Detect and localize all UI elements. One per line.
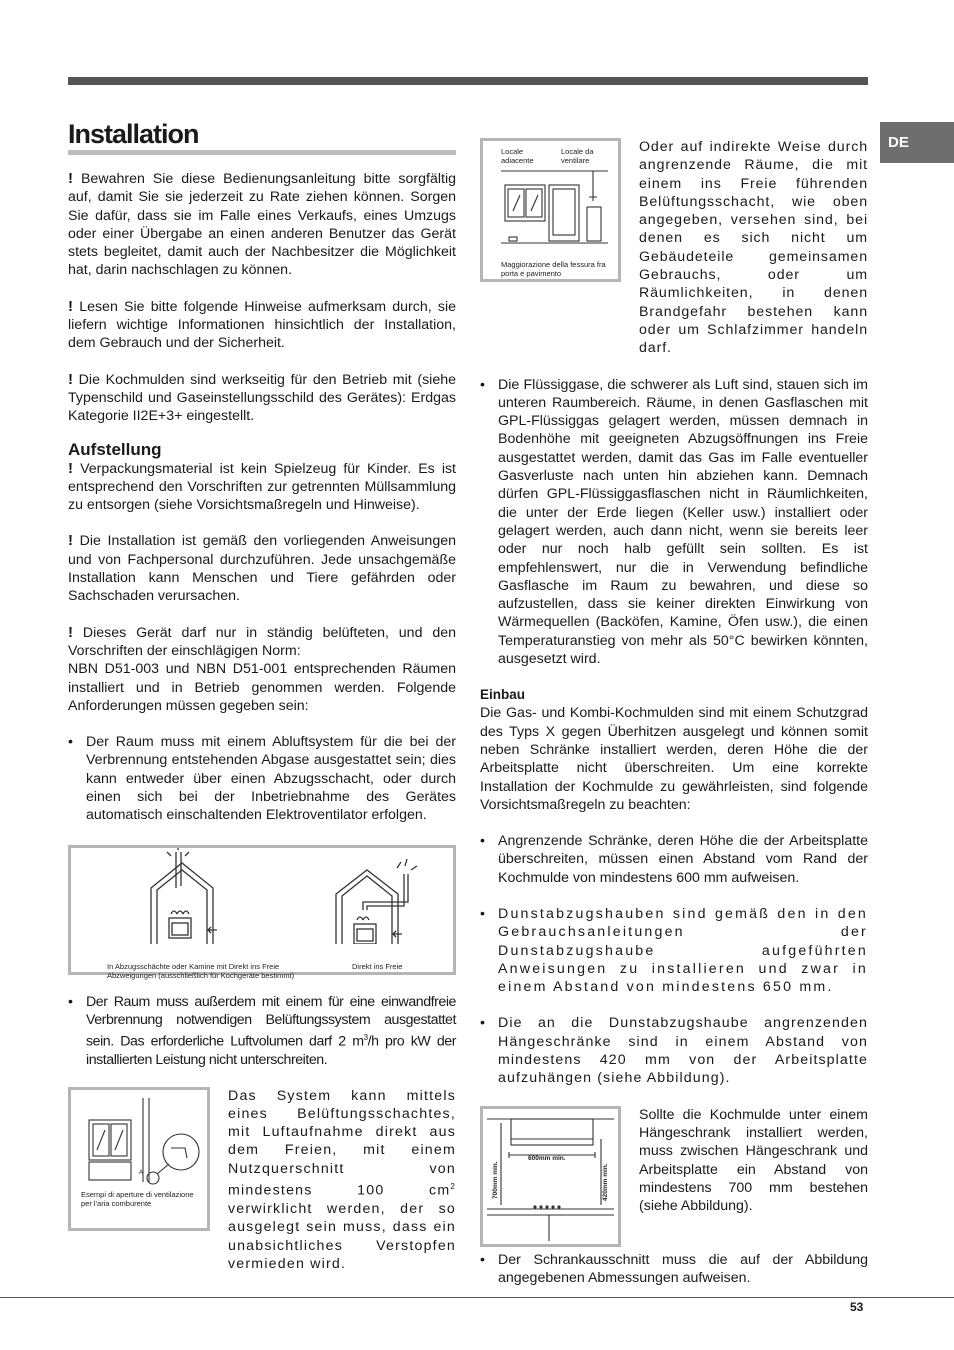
einbau-paragraph: Die Gas- und Kombi-Kochmulden sind mit einem Schutzgrad des Typs X gegen Überhitzen ausgelegt und können somit neben Schränke installiert werden, deren Höhe die der Arbeitsplatte nicht überschreiten. Um eine korrekte Installation der Kochmulde zu gewährleisten, sind folgende Vorsichtsmaßregeln zu beachten:	[480, 705, 868, 813]
list-item	[68, 993, 456, 1070]
dimension-600: 600mm min.	[528, 1154, 566, 1162]
norm-paragraph: NBN D51-003 und NBN D51-001 entsprechenden Räumen installiert und in Betrieb genommen werden. Folgende Anforderungen müssen gegeben sein:	[68, 661, 456, 714]
warning-paragraph-6	[68, 624, 456, 661]
list-item: • Der Schrankausschnitt muss die auf der Abbildung angegebenen Abmessungen aufweisen.	[480, 1251, 868, 1288]
language-tab-label: DE	[888, 134, 909, 151]
warning-text-3: Die Kochmulden sind werkseitig für den Betrieb mit (siehe Typenschild und Gaseinstellungsschild des Gerätes): Erdgas Kategorie II2E+3+ eingestellt.	[68, 371, 456, 425]
door-gap-caption: Maggiorazione della fessura fra porta e pavimento	[501, 260, 606, 278]
ventilation-figure	[68, 1087, 210, 1231]
warning-paragraph-5	[68, 532, 456, 605]
section-heading-aufstellung: Aufstellung	[68, 439, 162, 459]
opening-label-a: A	[139, 1169, 144, 1176]
gas-safety-list	[480, 376, 868, 669]
header-rule	[68, 77, 868, 85]
warning-text-5: Die Installation ist gemäß den vorliegenden Anweisungen und von Fachpersonal durchzuführen. Jede unsachgemäße Installation kann Menschen und Tiere gefährden oder Sachschaden verursachen.	[68, 533, 456, 605]
requirements-list	[68, 733, 456, 824]
cabinet-clearance-figure	[480, 1106, 621, 1247]
warning-paragraph-1	[68, 170, 456, 280]
ventilation-caption: Esempi di aperture di ventilazione per l'aria comburente	[81, 1189, 194, 1208]
footer-rule	[0, 1297, 954, 1298]
dimension-700: 700mm min.	[492, 1161, 499, 1199]
exhaust-caption-left: In Abzugsschächte oder Kamine mit Direkt ins Freie Abzweigungen (ausschließlich für Kochgeräte bestimmt)	[107, 961, 295, 980]
section-heading-einbau: Einbau	[480, 687, 526, 703]
list-item-text-b: /h pro kW der installierten Leistung nicht unterschreiten.	[86, 1033, 456, 1069]
list-item: • Die an die Dunstabzugshaube angrenzenden Hängeschränke sind in einem Abstand von mindestens 420 mm von der Arbeitsplatte aufzuhängen (siehe Abbildung).	[480, 1014, 868, 1087]
page-title: Installation	[68, 118, 456, 155]
cutout-list	[480, 1251, 868, 1288]
ventilation-text-a: Das System kann mittels eines Belüftungsschachtes, mit Luftaufnahme direkt aus dem Freien, mit einem Nutzquerschnitt von mindestens 100 cm	[228, 1087, 456, 1199]
warning-icon: !	[68, 623, 73, 641]
cabinet-paragraph: Sollte die Kochmulde unter einem Hängeschrank installiert werden, muss zwischen Hängeschrank und Arbeitsplatte ein Abstand von mindestens 700 mm bestehen (siehe Abbildung).	[639, 1106, 868, 1215]
indirect-ventilation-section	[480, 138, 868, 358]
adjacent-room-diagram	[483, 163, 618, 263]
warning-icon: !	[68, 170, 73, 187]
warning-icon: !	[68, 532, 73, 550]
warning-icon: !	[68, 297, 73, 315]
cabinet-clearance-diagram	[483, 1109, 618, 1244]
page-number: 53	[850, 1300, 864, 1314]
warning-paragraph-2	[68, 298, 456, 353]
left-column	[68, 118, 456, 1273]
warning-text-6: Dieses Gerät darf nur in ständig belüfteten, und den Vorschriften der einschlägigen Norm:	[68, 624, 456, 659]
dimension-420: 420mm min.	[602, 1163, 609, 1201]
superscript-2: 2	[450, 1182, 456, 1192]
house-exhaust-diagram	[71, 848, 453, 944]
list-item: • Dunstabzugshauben sind gemäß den in den Gebrauchsanleitungen der Dunstabzugshaube aufgeführten Anweisungen zu installieren und zwar in einem Abstand von mindestens 650 mm.	[480, 905, 868, 996]
list-item: • Die Flüssiggase, die schwerer als Luft sind, stauen sich im unteren Raumbereich. Räume, in denen Gasflaschen mit GPL-Flüssiggas gelagert werden, müssen demnach in Bodenhöhe mit geeigneten Abzugsöffnungen ins Freie ausgestattet werden, damit das Gas im Falle eventueller Gasverluste nach unten hin abziehen kann. Demnach dürfen GPL-Flüssiggasflaschen nicht in Räumlichkeiten, die unter der Erde liegen (Keller usw.) installiert oder gelagert werden, auch dann nicht, wenn sie bereits leer oder nur noch halb gefüllt sein sollten. Es ist empfehlenswert, nur die in Verwendung befindliche Gasflasche im Raum zu bewahren, und diese so aufzustellen, dass sie keiner direkten Einwirkung von Wärmequellen (Backöfen, Kamine, Öfen usw.), die einen Temperaturanstieg von mehr als 50°C bewirken könnten, ausgesetzt wird.	[480, 376, 868, 669]
ventilation-paragraph	[228, 1087, 456, 1274]
requirements-list-2	[68, 993, 456, 1070]
warning-text-4: Verpackungsmaterial ist kein Spielzeug für Kinder. Es ist entsprechend den Vorschriften zur getrennten Müllsammlung zu entsorgen (siehe Vorsichtsmaßregeln und Hinweise).	[68, 460, 457, 514]
ventilation-opening-diagram	[71, 1090, 207, 1190]
list-item: • Der Raum muss mit einem Abluftsystem für die bei der Verbrennung entstehenden Abgase ausgestattet sein; dies kann entweder über einen Abzugsschacht, oder durch einen sich bei der Inbetriebnahme des Gerätes automatisch einschaltenden Elektroventilator erfolgen.	[68, 733, 456, 824]
indirect-ventilation-paragraph: Oder auf indirekte Weise durch angrenzende Räume, die mit einem ins Freie führenden Belüftungsschacht, wie oben angegeben, versehen sind, bei denen es sich nicht um Gebäudeteile gemeinsamen Gebrauchs, oder um Räumlichkeiten, in denen Brandgefahr bestehen kann oder um Schlafzimmer handeln darf.	[639, 139, 868, 357]
warning-text-1: Bewahren Sie diese Bedienungsanleitung bitte sorgfältig auf, damit Sie sie jederzeit zu Rate ziehen können. Sorgen Sie dafür, dass sie im Falle eines Verkaufs, eines Umzugs oder einer Übergabe an einen anderen Benutzer das Gerät stets begleitet, damit auch der Nachbesitzer die Möglichkeit hat, darin nachschlagen zu können.	[68, 171, 456, 279]
list-item-text-a: Der Raum muss außerdem mit einem für eine einwandfreie Verbrennung notwendigen Belüftungssystem ausgestattet sein. Das erforderliche Luftvolumen darf 2 m	[86, 993, 456, 1050]
adjacent-room-figure	[480, 138, 621, 282]
exhaust-caption-right: Direkt ins Freie	[352, 961, 403, 971]
ventilated-room-label: Locale da ventilare	[561, 147, 594, 165]
exhaust-figure	[68, 845, 456, 980]
right-column	[480, 138, 868, 1287]
einbau-list	[480, 832, 868, 1088]
list-item: • Angrenzende Schränke, deren Höhe die der Arbeitsplatte überschreiten, müssen einen Abstand vom Rand der Kochmulde von mindestens 600 mm aufweisen.	[480, 832, 868, 887]
ventilation-text-b: verwirklicht werden, der so ausgelegt sein muss, dass ein unabsichtliches Verstopfen vermieden wird.	[228, 1201, 456, 1272]
ventilation-section	[68, 1087, 456, 1274]
warning-paragraph-3	[68, 371, 456, 426]
adjacent-room-label: Locale adiacente	[501, 147, 534, 165]
warning-icon: !	[68, 370, 73, 388]
language-tab	[880, 122, 954, 163]
warning-text-2: Lesen Sie bitte folgende Hinweise aufmerksam durch, sie liefern wichtige Informationen hinsichtlich der Installation, dem Gebrauch und der Sicherheit.	[68, 298, 456, 352]
warning-icon: !	[68, 459, 73, 477]
warning-paragraph-4	[68, 460, 456, 515]
superscript-3: 3	[363, 1033, 368, 1043]
cabinet-section	[480, 1106, 868, 1216]
